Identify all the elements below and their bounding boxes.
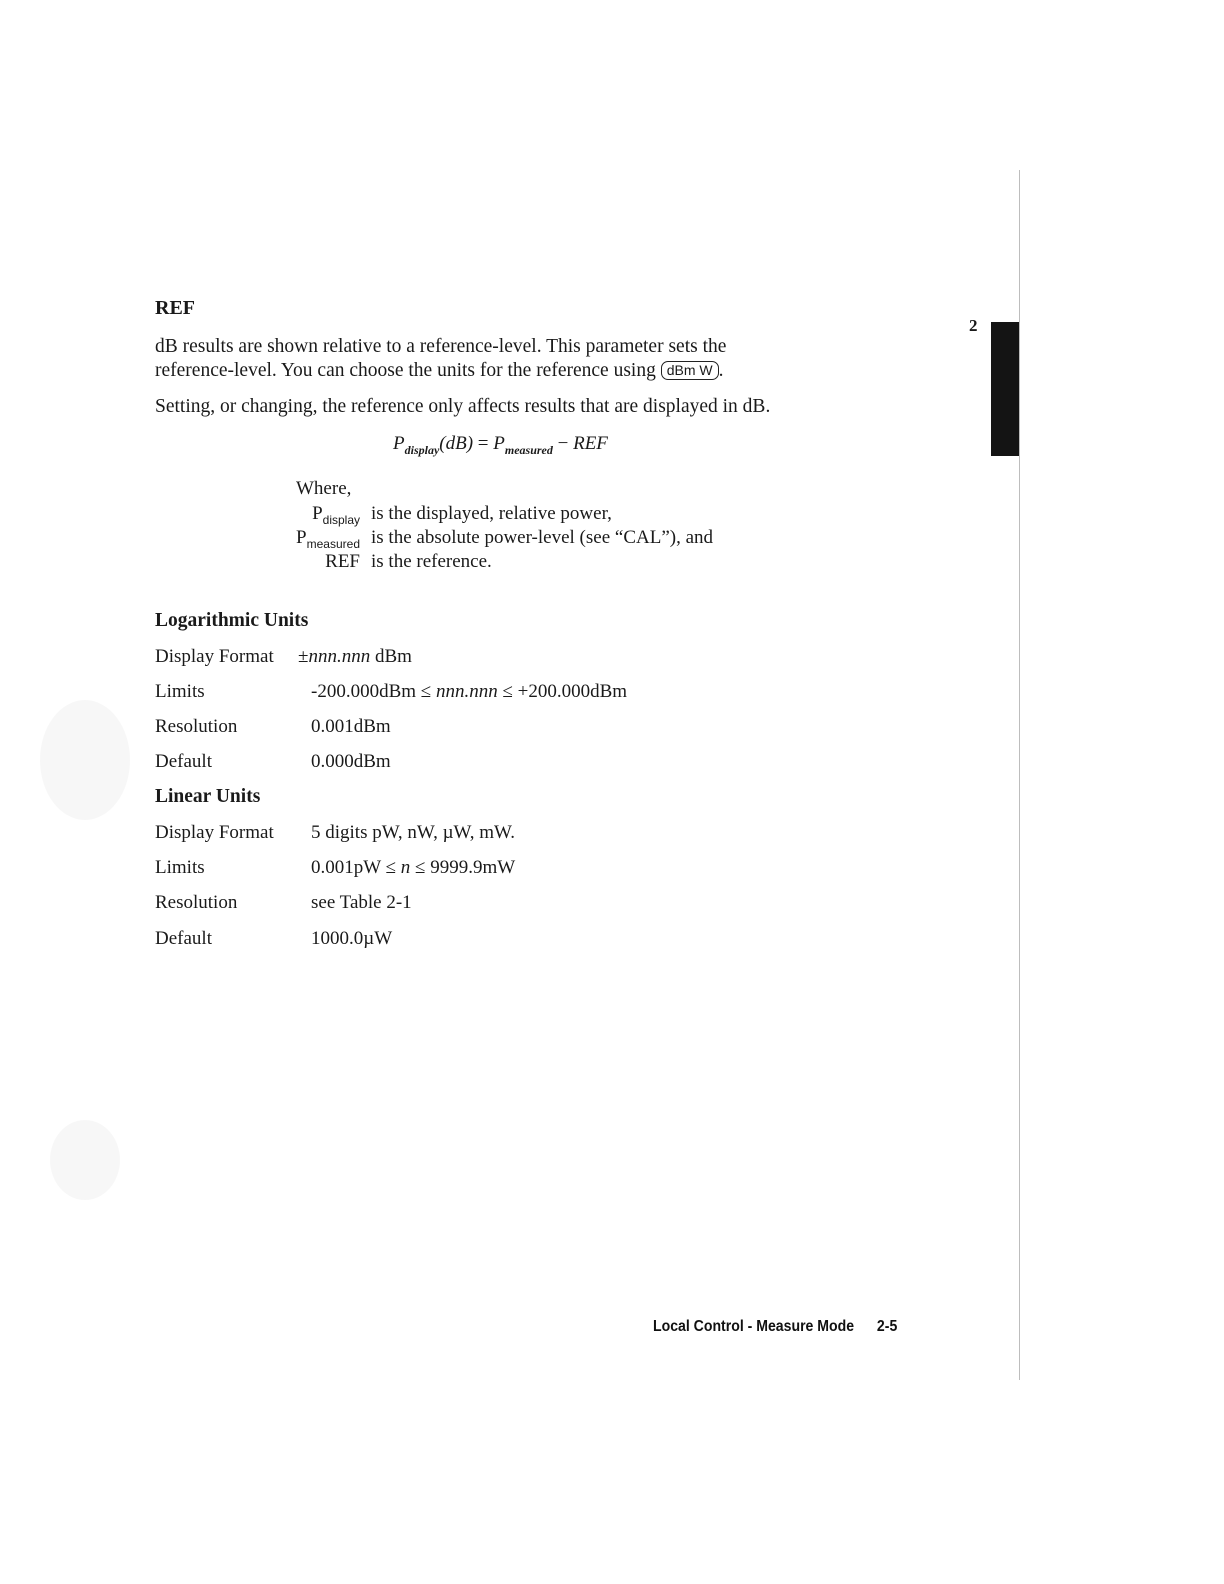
- formula-ref: REF: [573, 433, 608, 454]
- log-resolution-value: 0.001dBm: [311, 716, 391, 737]
- formula-minus: −: [552, 433, 574, 454]
- lin-display-format-label: Display Format: [155, 822, 274, 843]
- definition-row: [0, 527, 900, 551]
- intro-line-2-end: .: [718, 360, 724, 381]
- formula-rhs-p: P: [493, 433, 505, 454]
- intro-paragraph: [155, 335, 915, 383]
- reference-formula: [393, 433, 608, 458]
- definition-term-main: REF: [325, 551, 360, 572]
- log-units-title: Logarithmic Units: [155, 610, 309, 631]
- definition-text: is the reference.: [371, 551, 492, 572]
- running-title: Local Control - Measure Mode: [653, 1318, 855, 1335]
- lin-default-value: 1000.0µW: [311, 928, 393, 949]
- lin-display-format-value: 5 digits pW, nW, µW, mW.: [311, 822, 515, 843]
- chapter-tab-number: 2: [969, 316, 978, 335]
- intro-line-1: dB results are shown relative to a reference-level. This parameter sets the: [155, 336, 727, 357]
- log-display-format-prefix: ±: [298, 646, 309, 667]
- lin-default-label: Default: [155, 928, 212, 949]
- log-display-format-label: Display Format: [155, 646, 274, 667]
- lin-limits-lower: 0.001pW ≤: [311, 857, 401, 878]
- intro-line-2-text: reference-level. You can choose the units for the reference using: [155, 360, 656, 381]
- definition-term-sub: measured: [306, 536, 360, 551]
- intro-line-2: [155, 359, 915, 383]
- log-limits-value: [311, 681, 627, 703]
- formula-lhs-sub: display: [404, 442, 440, 457]
- lin-limits-upper: ≤ 9999.9mW: [410, 857, 516, 878]
- definition-row: [0, 551, 900, 575]
- margin-rule: [1019, 170, 1020, 1380]
- log-limits-variable: nnn.nnn: [435, 681, 498, 702]
- definition-term: [260, 527, 360, 551]
- lin-resolution-label: Resolution: [155, 892, 238, 913]
- where-label: Where,: [296, 478, 352, 499]
- section-title: REF: [155, 297, 195, 319]
- lin-limits-label: Limits: [155, 857, 205, 878]
- definition-term-main: P: [312, 503, 323, 524]
- page-number: 2-5: [876, 1318, 898, 1335]
- lin-resolution-value: see Table 2-1: [311, 892, 412, 913]
- formula-rhs-sub: measured: [504, 442, 553, 457]
- log-limits-upper: ≤ +200.000dBm: [497, 681, 628, 702]
- definition-term-main: P: [296, 527, 307, 548]
- definition-term-sub: display: [322, 512, 360, 527]
- log-limits-lower: -200.000dBm ≤: [311, 681, 436, 702]
- definition-row: [0, 503, 900, 527]
- page-footer: [653, 1318, 897, 1336]
- log-limits-label: Limits: [155, 681, 205, 702]
- definition-text: is the displayed, relative power,: [371, 503, 612, 524]
- log-display-format-value: [298, 646, 412, 668]
- formula-lhs-arg: (dB): [439, 433, 474, 454]
- definition-term: [260, 503, 360, 527]
- linear-units-title: Linear Units: [155, 786, 261, 807]
- note-paragraph: Setting, or changing, the reference only affects results that are displayed in dB.: [155, 396, 771, 417]
- lin-limits-variable: n: [400, 857, 411, 878]
- dbm-w-key: dBm W: [661, 361, 719, 380]
- definition-term: [260, 551, 360, 573]
- formula-equals: =: [473, 433, 494, 454]
- chapter-tab-marker: [991, 322, 1019, 456]
- log-default-label: Default: [155, 751, 212, 772]
- log-resolution-label: Resolution: [155, 716, 238, 737]
- log-display-format-variable: nnn.nnn: [308, 646, 371, 667]
- formula-lhs-p: P: [393, 433, 405, 454]
- definition-text: is the absolute power-level (see “CAL”), and: [371, 527, 714, 548]
- log-display-format-suffix: dBm: [370, 646, 412, 667]
- log-default-value: 0.000dBm: [311, 751, 391, 772]
- scan-smudge: [40, 700, 130, 820]
- lin-limits-value: [311, 857, 515, 879]
- scan-smudge: [50, 1120, 120, 1200]
